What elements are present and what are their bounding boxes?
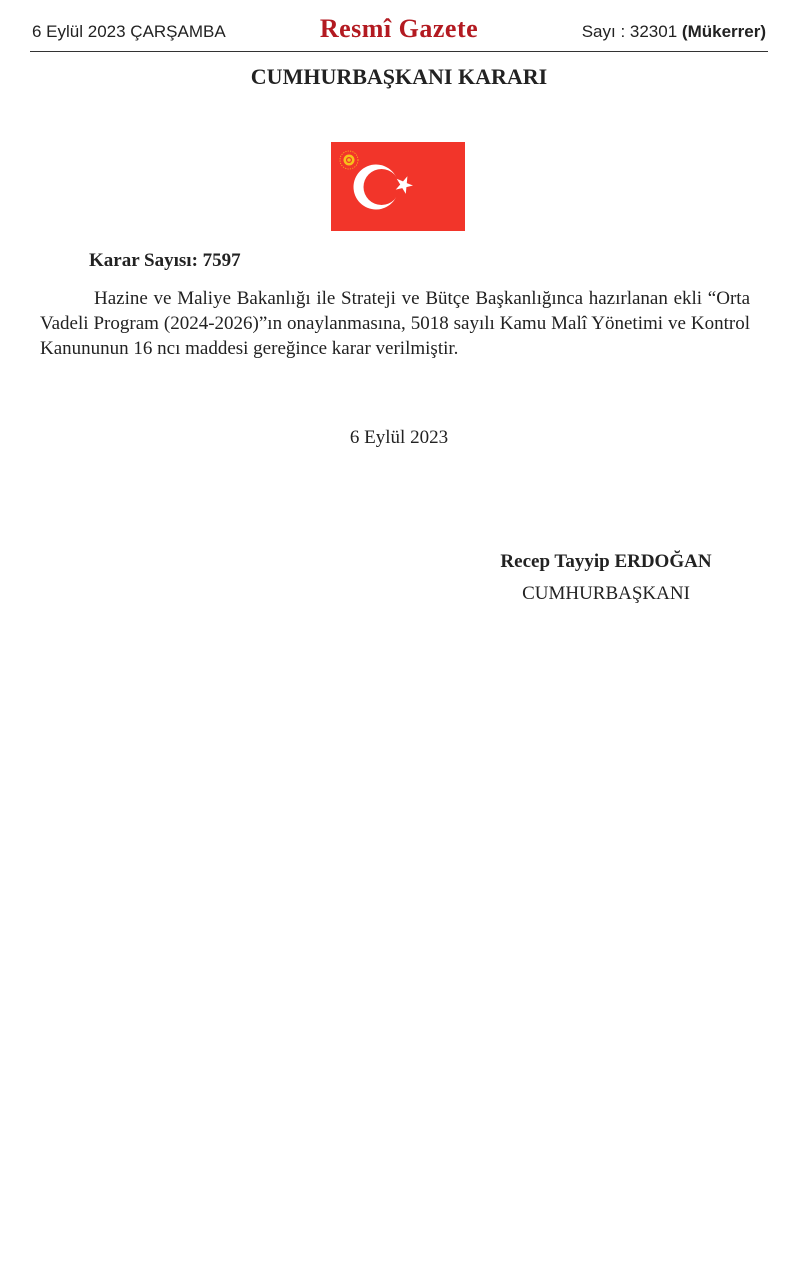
document-heading: CUMHURBAŞKANI KARARI bbox=[250, 64, 548, 89]
signer-name: Recep Tayyip ERDOĞAN bbox=[500, 551, 712, 572]
signature-date: 6 Eylül 2023 bbox=[349, 427, 449, 448]
signer-title: CUMHURBAŞKANI bbox=[522, 583, 690, 604]
issue-prefix: Sayı : 32301 bbox=[581, 22, 678, 41]
header-issue-number bbox=[582, 22, 766, 42]
decision-body-text: Hazine ve Maliye Bakanlığı ile Strateji ve Bütçe Başkanlığınca hazırlanan ekli “Orta Vadeli Program (2024-2026)”ın onaylanmasına, 5018 sayılı Kamu Malî Yönetimi ve Kontrol Kanununun 16 ncı maddesi gereğince karar verilmiştir. bbox=[40, 288, 750, 359]
issue-suffix: (Mükerrer) bbox=[681, 22, 766, 41]
gazette-header bbox=[30, 14, 768, 52]
gazette-title: Resmî Gazete bbox=[319, 14, 479, 43]
header-date: 6 Eylül 2023 ÇARŞAMBA bbox=[32, 22, 226, 41]
turkish-flag-icon bbox=[331, 142, 465, 231]
decision-number: Karar Sayısı: 7597 bbox=[89, 250, 241, 271]
